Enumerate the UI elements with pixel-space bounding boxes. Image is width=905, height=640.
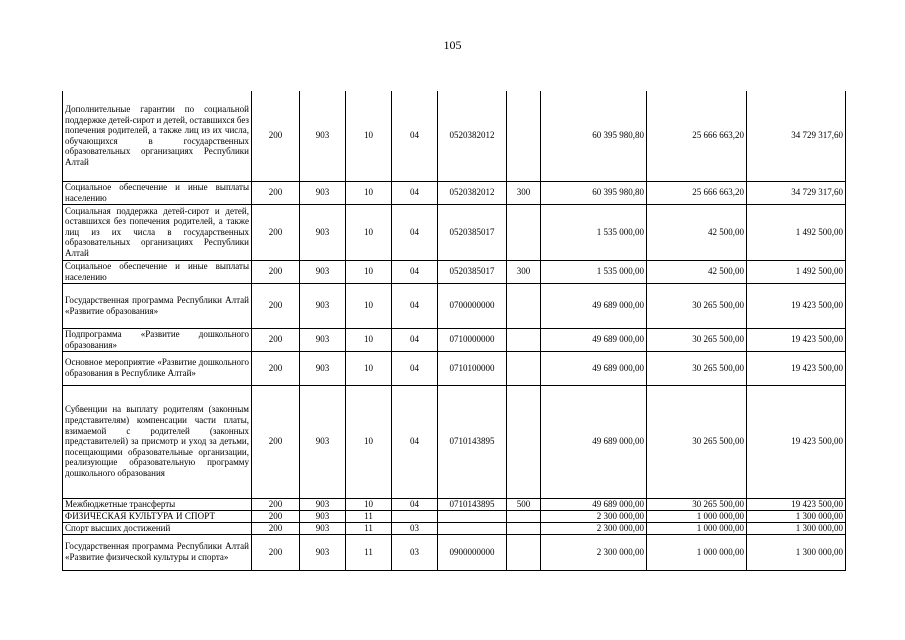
division-code: 10 (346, 91, 392, 181)
department-code: 903 (300, 385, 346, 498)
amount-federal: 25 666 663,20 (647, 181, 747, 204)
amount-regional: 1 300 000,00 (747, 522, 846, 534)
row-name: Подпрограмма «Развитие дошкольного образования» (63, 328, 252, 351)
division-code: 10 (346, 385, 392, 498)
section-code: 200 (252, 91, 300, 181)
amount-federal: 30 265 500,00 (647, 385, 747, 498)
row-name: Государственная программа Республики Алтай «Развитие образования» (63, 283, 252, 328)
expense-type-code: 300 (507, 181, 541, 204)
subdivision-code: 03 (392, 522, 438, 534)
amount-total: 1 535 000,00 (541, 260, 647, 283)
budget-table (62, 91, 846, 571)
amount-regional: 1 300 000,00 (747, 534, 846, 570)
row-name: Спорт высших достижений (63, 522, 252, 534)
row-name: Социальное обеспечение и иные выплаты населению (63, 260, 252, 283)
table-row (63, 510, 846, 522)
target-article-code: 0710143895 (438, 498, 507, 510)
department-code: 903 (300, 260, 346, 283)
subdivision-code: 04 (392, 385, 438, 498)
amount-total: 2 300 000,00 (541, 522, 647, 534)
amount-total: 49 689 000,00 (541, 283, 647, 328)
target-article-code: 0710100000 (438, 351, 507, 385)
target-article-code: 0710000000 (438, 328, 507, 351)
amount-regional: 34 729 317,60 (747, 91, 846, 181)
division-code: 10 (346, 328, 392, 351)
subdivision-code (392, 510, 438, 522)
division-code: 10 (346, 260, 392, 283)
amount-regional: 19 423 500,00 (747, 498, 846, 510)
amount-regional: 19 423 500,00 (747, 385, 846, 498)
section-code: 200 (252, 534, 300, 570)
amount-total: 2 300 000,00 (541, 534, 647, 570)
amount-regional: 1 492 500,00 (747, 204, 846, 260)
row-name: Межбюджетные трансферты (63, 498, 252, 510)
department-code: 903 (300, 283, 346, 328)
expense-type-code (507, 522, 541, 534)
table-row (63, 534, 846, 570)
expense-type-code (507, 510, 541, 522)
expense-type-code: 500 (507, 498, 541, 510)
table-row (63, 260, 846, 283)
department-code: 903 (300, 522, 346, 534)
amount-federal: 42 500,00 (647, 204, 747, 260)
target-article-code (438, 510, 507, 522)
division-code: 10 (346, 351, 392, 385)
expense-type-code (507, 534, 541, 570)
amount-federal: 30 265 500,00 (647, 498, 747, 510)
subdivision-code: 04 (392, 283, 438, 328)
section-code: 200 (252, 204, 300, 260)
row-name: Социальная поддержка детей-сирот и детей, оставшихся без попечения родителей, а также лиц из их числа в государственных образовательных организациях Республики Алтай (63, 204, 252, 260)
department-code: 903 (300, 534, 346, 570)
amount-total: 49 689 000,00 (541, 351, 647, 385)
amount-federal: 1 000 000,00 (647, 522, 747, 534)
subdivision-code: 04 (392, 260, 438, 283)
amount-regional: 19 423 500,00 (747, 351, 846, 385)
amount-total: 49 689 000,00 (541, 498, 647, 510)
table-row (63, 522, 846, 534)
table-row (63, 204, 846, 260)
table-row (63, 328, 846, 351)
row-name: Социальное обеспечение и иные выплаты населению (63, 181, 252, 204)
department-code: 903 (300, 498, 346, 510)
target-article-code: 0520382012 (438, 91, 507, 181)
division-code: 10 (346, 204, 392, 260)
amount-federal: 30 265 500,00 (647, 283, 747, 328)
target-article-code: 0520382012 (438, 181, 507, 204)
expense-type-code (507, 351, 541, 385)
section-code: 200 (252, 510, 300, 522)
amount-regional: 34 729 317,60 (747, 181, 846, 204)
table-row (63, 91, 846, 181)
department-code: 903 (300, 204, 346, 260)
row-name: Дополнительные гарантии по социальной поддержке детей-сирот и детей, оставшихся без попечения родителей, а также лиц из их числа, обучающихся в государственных образовательных организациях Республики Алтай (63, 91, 252, 181)
subdivision-code: 04 (392, 204, 438, 260)
division-code: 10 (346, 181, 392, 204)
amount-total: 49 689 000,00 (541, 328, 647, 351)
subdivision-code: 03 (392, 534, 438, 570)
target-article-code: 0900000000 (438, 534, 507, 570)
section-code: 200 (252, 351, 300, 385)
amount-total: 60 395 980,80 (541, 181, 647, 204)
section-code: 200 (252, 283, 300, 328)
subdivision-code: 04 (392, 498, 438, 510)
amount-federal: 25 666 663,20 (647, 91, 747, 181)
target-article-code: 0520385017 (438, 204, 507, 260)
row-name: ФИЗИЧЕСКАЯ КУЛЬТУРА И СПОРТ (63, 510, 252, 522)
subdivision-code: 04 (392, 91, 438, 181)
target-article-code (438, 522, 507, 534)
amount-total: 60 395 980,80 (541, 91, 647, 181)
amount-federal: 42 500,00 (647, 260, 747, 283)
amount-total: 1 535 000,00 (541, 204, 647, 260)
division-code: 10 (346, 498, 392, 510)
subdivision-code: 04 (392, 181, 438, 204)
section-code: 200 (252, 385, 300, 498)
amount-federal: 1 000 000,00 (647, 534, 747, 570)
expense-type-code (507, 283, 541, 328)
amount-total: 49 689 000,00 (541, 385, 647, 498)
section-code: 200 (252, 181, 300, 204)
department-code: 903 (300, 328, 346, 351)
amount-regional: 19 423 500,00 (747, 283, 846, 328)
amount-regional: 1 492 500,00 (747, 260, 846, 283)
division-code: 11 (346, 510, 392, 522)
table-row (63, 498, 846, 510)
amount-regional: 1 300 000,00 (747, 510, 846, 522)
section-code: 200 (252, 498, 300, 510)
section-code: 200 (252, 522, 300, 534)
expense-type-code (507, 385, 541, 498)
section-code: 200 (252, 260, 300, 283)
target-article-code: 0520385017 (438, 260, 507, 283)
department-code: 903 (300, 510, 346, 522)
division-code: 11 (346, 522, 392, 534)
amount-federal: 1 000 000,00 (647, 510, 747, 522)
row-name: Основное мероприятие «Развитие дошкольного образования в Республике Алтай» (63, 351, 252, 385)
row-name: Субвенции на выплату родителям (законным представителям) компенсации части платы, взимаемой с родителей (законных представителей) за присмотр и уход за детьми, посещающими образовательные организации, реализующие образовательную программу дошкольного образования (63, 385, 252, 498)
expense-type-code: 300 (507, 260, 541, 283)
amount-regional: 19 423 500,00 (747, 328, 846, 351)
department-code: 903 (300, 91, 346, 181)
target-article-code: 0710143895 (438, 385, 507, 498)
amount-total: 2 300 000,00 (541, 510, 647, 522)
division-code: 10 (346, 283, 392, 328)
table-row (63, 181, 846, 204)
section-code: 200 (252, 328, 300, 351)
division-code: 11 (346, 534, 392, 570)
table-row (63, 283, 846, 328)
amount-federal: 30 265 500,00 (647, 351, 747, 385)
expense-type-code (507, 204, 541, 260)
target-article-code: 0700000000 (438, 283, 507, 328)
amount-federal: 30 265 500,00 (647, 328, 747, 351)
subdivision-code: 04 (392, 328, 438, 351)
table-row (63, 385, 846, 498)
department-code: 903 (300, 351, 346, 385)
expense-type-code (507, 91, 541, 181)
table-row (63, 351, 846, 385)
page-number: 105 (443, 38, 462, 52)
row-name: Государственная программа Республики Алтай «Развитие физической культуры и спорта» (63, 534, 252, 570)
department-code: 903 (300, 181, 346, 204)
subdivision-code: 04 (392, 351, 438, 385)
expense-type-code (507, 328, 541, 351)
